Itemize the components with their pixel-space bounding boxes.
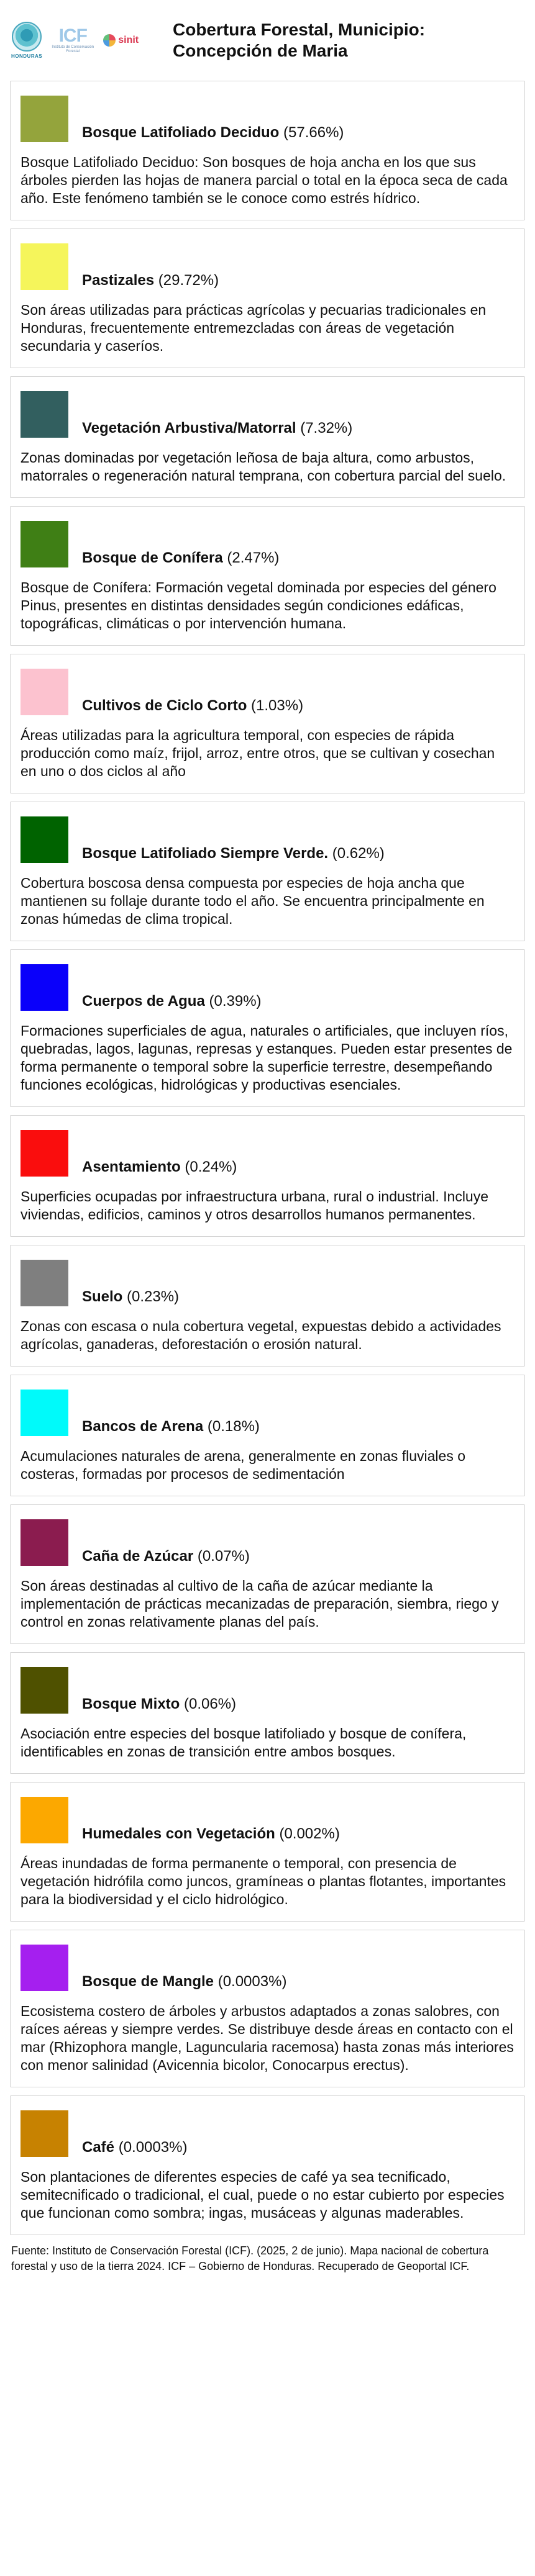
- category-card: [10, 1652, 525, 1774]
- category-name: Bosque Latifoliado Deciduo: [82, 124, 280, 141]
- category-percent: (1.03%): [251, 697, 304, 714]
- category-title: [82, 845, 385, 863]
- color-swatch: [21, 1519, 68, 1566]
- category-name: Pastizales: [82, 272, 155, 289]
- category-percent: (0.06%): [184, 1696, 237, 1712]
- icf-logo-caption: Instituto de Conservación Forestal: [52, 45, 94, 53]
- category-description: Acumulaciones naturales de arena, generalmente en zonas fluviales o costeras, formadas por procesos de sedimentación: [21, 1448, 465, 1482]
- sinit-logo: [103, 34, 139, 47]
- category-percent: (0.07%): [197, 1548, 250, 1565]
- color-swatch: [21, 1130, 68, 1177]
- category-card: [10, 376, 525, 498]
- category-description: Superficies ocupadas por infraestructura urbana, rural o industrial. Incluye viviendas, edificios, caminos y otros desarrollos humanos permanentes.: [21, 1188, 489, 1222]
- category-percent: (0.0003%): [118, 2139, 188, 2156]
- category-title: [82, 272, 219, 290]
- category-percent: (0.002%): [279, 1825, 340, 1842]
- category-title: [82, 124, 344, 142]
- color-swatch: [21, 1797, 68, 1843]
- category-header: [21, 1667, 514, 1714]
- color-swatch: [21, 964, 68, 1011]
- color-swatch: [21, 391, 68, 438]
- category-card: [10, 1504, 525, 1644]
- category-header: [21, 1797, 514, 1843]
- category-header: [21, 816, 514, 863]
- category-header: [21, 964, 514, 1011]
- category-percent: (0.23%): [127, 1288, 180, 1305]
- category-header: [21, 2110, 514, 2157]
- category-card: [10, 228, 525, 368]
- category-title: [82, 1973, 286, 1991]
- category-description: Son áreas utilizadas para prácticas agrícolas y pecuarias tradicionales en Honduras, frecuentemente entremezcladas con áreas de vegetación secundaria y caseríos.: [21, 302, 487, 354]
- color-swatch: [21, 96, 68, 142]
- category-description: Son plantaciones de diferentes especies de café ya sea tecnificado, semitecnificado o tradicional, el cual, puede o no estar cubierto por especies que funcionan como sombra; ingas, musáceas y algunas maderables.: [21, 2169, 505, 2221]
- category-description: Bosque de Conífera: Formación vegetal dominada por especies del género Pinus, presentes en distintas densidades según condiciones edáficas, topográficas, climáticas o por intervención humana.: [21, 579, 496, 631]
- category-percent: (0.18%): [207, 1418, 260, 1435]
- sinit-logo-word: sinit: [118, 35, 139, 45]
- category-description: Formaciones superficiales de agua, naturales o artificiales, que incluyen ríos, quebradas, lagos, lagunas, represas y estanques. Pueden estar presentes de forma permanente o temporal sobre la superficie terrestre, desempeñando funciones ecológicas, hidrológicas y productivas esenciales.: [21, 1023, 513, 1093]
- category-name: Bosque Mixto: [82, 1696, 180, 1712]
- government-logo-caption: HONDURAS: [11, 53, 43, 59]
- category-title: [82, 1548, 250, 1566]
- category-header: [21, 1130, 514, 1177]
- category-percent: (0.39%): [209, 993, 262, 1010]
- category-card: [10, 1115, 525, 1237]
- category-card: [10, 1782, 525, 1922]
- icf-logo: [51, 27, 94, 54]
- category-percent: (7.32%): [300, 420, 353, 436]
- category-name: Café: [82, 2139, 115, 2156]
- category-percent: (0.24%): [185, 1159, 237, 1175]
- category-card: [10, 81, 525, 220]
- category-header: [21, 1260, 514, 1306]
- category-description: Cobertura boscosa densa compuesta por especies de hoja ancha que mantienen su follaje durante todo el año. Se encuentra principalmente en zonas húmedas de clima tropical.: [21, 875, 485, 927]
- category-name: Bancos de Arena: [82, 1418, 204, 1435]
- category-title: [82, 420, 352, 438]
- category-title: [82, 549, 279, 567]
- category-card: [10, 654, 525, 793]
- category-header: [21, 243, 514, 290]
- category-name: Bosque de Conífera: [82, 549, 223, 566]
- color-swatch: [21, 521, 68, 567]
- color-swatch: [21, 669, 68, 715]
- category-list: [10, 81, 525, 2235]
- category-percent: (2.47%): [227, 549, 280, 566]
- color-swatch: [21, 816, 68, 863]
- category-description: Bosque Latifoliado Deciduo: Son bosques de hoja ancha en los que sus árboles pierden las hojas de manera parcial o total en la época seca de cada año. Este fenómeno también se le conoce como estrés hídrico.: [21, 154, 508, 206]
- category-name: Asentamiento: [82, 1159, 181, 1175]
- category-title: [82, 1159, 237, 1177]
- category-title: [82, 1696, 236, 1714]
- category-card: [10, 1375, 525, 1496]
- category-card: [10, 506, 525, 646]
- category-header: [21, 669, 514, 715]
- category-header: [21, 96, 514, 142]
- color-swatch: [21, 2110, 68, 2157]
- source-citation: Fuente: Instituto de Conservación Forestal (ICF). (2025, 2 de junio). Mapa nacional de cobertura forestal y uso de la tierra 2024. ICF – Gobierno de Honduras. Recuperado de Geoportal ICF.: [11, 2244, 489, 2272]
- category-title: [82, 993, 262, 1011]
- government-logo: [11, 22, 42, 59]
- header: [10, 0, 525, 81]
- category-title: [82, 1825, 340, 1843]
- color-swatch: [21, 1260, 68, 1306]
- color-swatch: [21, 1945, 68, 1991]
- category-card: [10, 1930, 525, 2087]
- category-title: [82, 697, 303, 715]
- category-name: Vegetación Arbustiva/Matorral: [82, 420, 296, 436]
- category-header: [21, 1390, 514, 1436]
- category-name: Suelo: [82, 1288, 123, 1305]
- category-name: Humedales con Vegetación: [82, 1825, 275, 1842]
- category-title: [82, 2139, 187, 2157]
- category-name: Bosque Latifoliado Siempre Verde.: [82, 845, 329, 862]
- category-title: [82, 1288, 179, 1306]
- category-name: Cuerpos de Agua: [82, 993, 205, 1010]
- category-description: Son áreas destinadas al cultivo de la caña de azúcar mediante la implementación de prácticas mecanizadas de preparación, siembra, riego y control en zonas relativamente planas del país.: [21, 1578, 499, 1630]
- category-header: [21, 1519, 514, 1566]
- sinit-bubble-icon: [103, 34, 116, 47]
- category-percent: (29.72%): [158, 272, 219, 289]
- category-description: Áreas utilizadas para la agricultura temporal, con especies de rápida producción como maíz, frijol, arroz, entre otros, que se cultivan y cosechan en uno o dos ciclos al año: [21, 727, 495, 779]
- category-description: Zonas dominadas por vegetación leñosa de baja altura, como arbustos, matorrales o regeneración natural temprana, con cobertura parcial del suelo.: [21, 450, 506, 484]
- category-name: Bosque de Mangle: [82, 1973, 214, 1990]
- category-percent: (57.66%): [283, 124, 344, 141]
- category-name: Cultivos de Ciclo Corto: [82, 697, 247, 714]
- category-header: [21, 521, 514, 567]
- category-title: [82, 1418, 260, 1436]
- category-percent: (0.62%): [332, 845, 385, 862]
- category-header: [21, 391, 514, 438]
- category-card: [10, 1245, 525, 1367]
- color-swatch: [21, 1390, 68, 1436]
- color-swatch: [21, 243, 68, 290]
- category-card: [10, 2095, 525, 2235]
- icf-logo-mark: ICF: [58, 25, 87, 46]
- category-description: Zonas con escasa o nula cobertura vegetal, expuestas debido a actividades agrícolas, ganaderas, deforestación o erosión natural.: [21, 1318, 501, 1352]
- category-percent: (0.0003%): [217, 1973, 287, 1990]
- category-card: [10, 802, 525, 941]
- category-card: [10, 949, 525, 1107]
- honduras-emblem-icon: [12, 22, 42, 52]
- color-swatch: [21, 1667, 68, 1714]
- category-header: [21, 1945, 514, 1991]
- page-title: Cobertura Forestal, Municipio: Concepción de Maria: [173, 20, 426, 60]
- logo-group: [11, 22, 160, 59]
- category-name: Caña de Azúcar: [82, 1548, 194, 1565]
- category-description: Ecosistema costero de árboles y arbustos adaptados a zonas salobres, con raíces aéreas y siempre verdes. Se distribuye desde áreas en contacto con el mar (Rhizophora mangle, Laguncularia racemosa) hasta zonas más interiores con menor salinidad (Avicennia bicolor, Conocarpus erectus).: [21, 2003, 514, 2073]
- category-description: Asociación entre especies del bosque latifoliado y bosque de conífera, identificables en zonas de transición entre ambos bosques.: [21, 1725, 467, 1760]
- category-description: Áreas inundadas de forma permanente o temporal, con presencia de vegetación hidrófila como juncos, gramíneas o plantas flotantes, importantes para la biodiversidad y el ciclo hidrológico.: [21, 1855, 506, 1907]
